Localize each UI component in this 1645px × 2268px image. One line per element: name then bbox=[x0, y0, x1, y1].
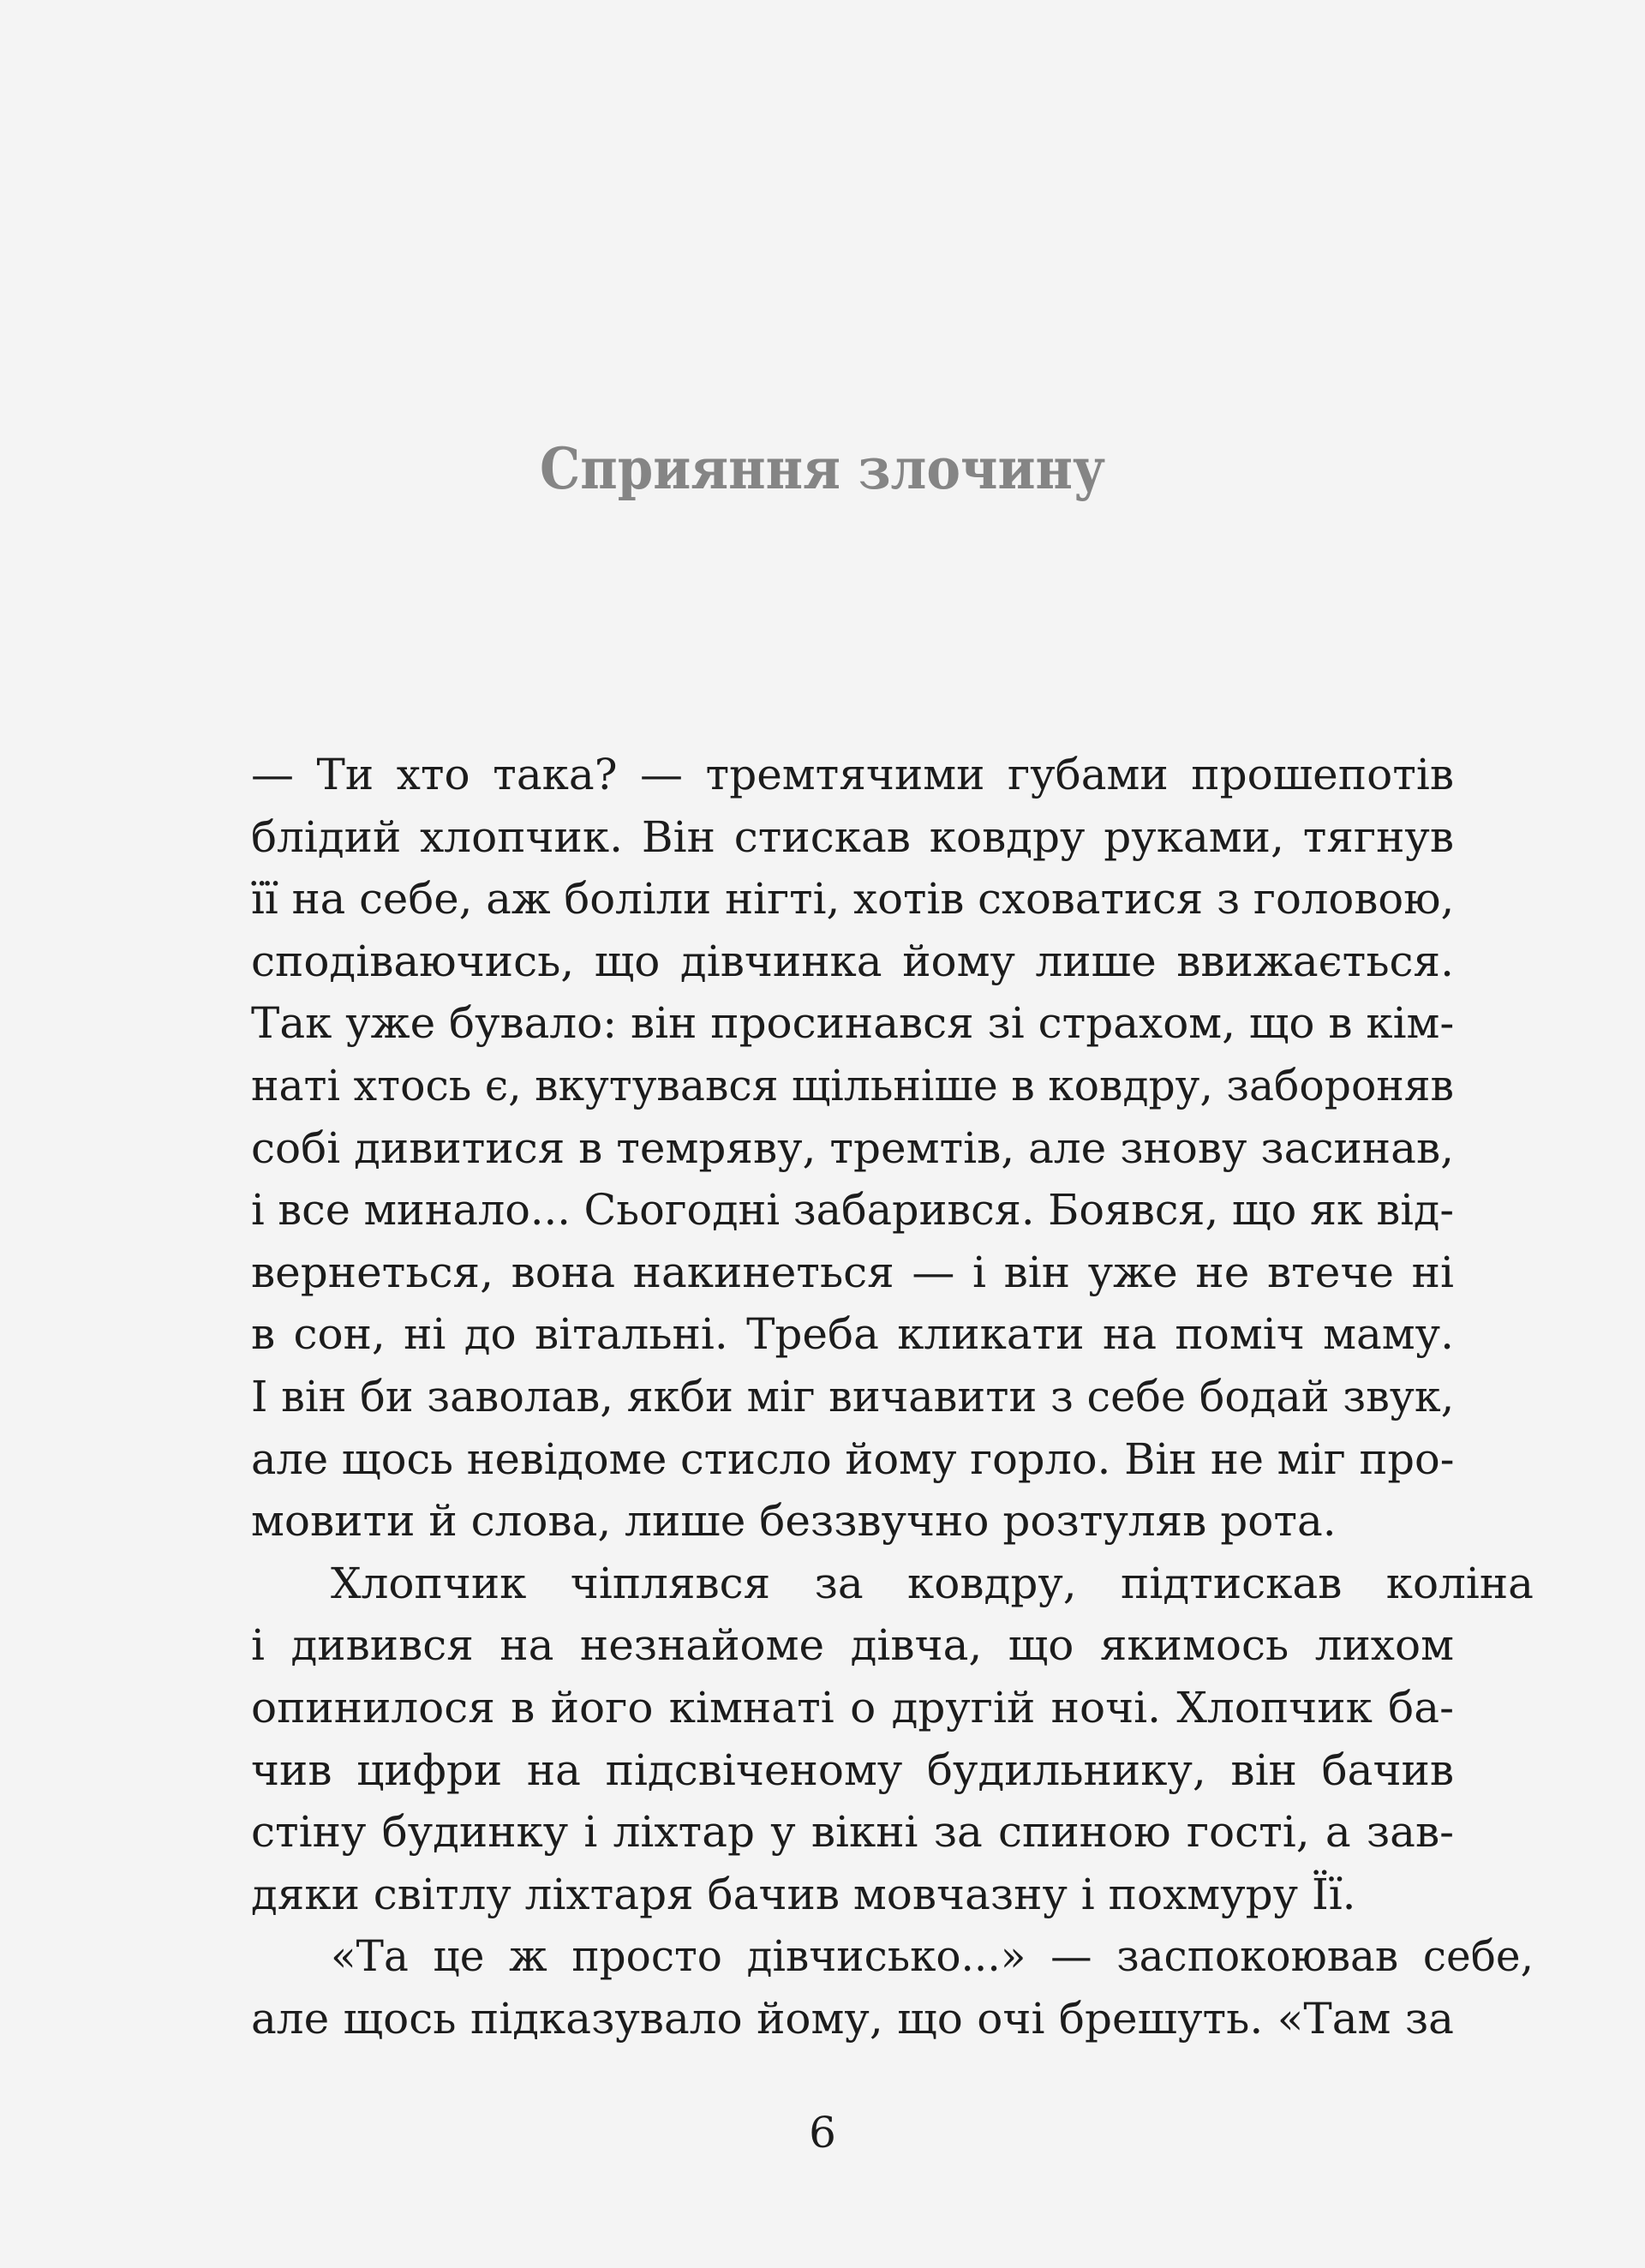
text-line: але щось підказувало йому, що очі брешуть. «Там за bbox=[251, 1993, 1454, 2044]
text-line: вернеться, вона накинеться — і він уже не втече ні bbox=[251, 1247, 1454, 1297]
text-line: але щось невідоме стисло йому горло. Він не міг про- bbox=[251, 1433, 1455, 1484]
page-number: 6 bbox=[809, 2108, 836, 2157]
chapter-title: Сприяння злочину bbox=[540, 435, 1105, 502]
text-line: в сон, ні до вітальні. Треба кликати на поміч маму. bbox=[251, 1309, 1454, 1360]
text-line: чив цифри на підсвіченому будильнику, він бачив bbox=[251, 1744, 1454, 1795]
text-line: наті хтось є, вкутувався щільніше в ковдру, забороняв bbox=[251, 1060, 1454, 1110]
text-line: собі дивитися в темряву, тремтів, але знову засинав, bbox=[251, 1122, 1454, 1173]
text-line: сподіваючись, що дівчинка йому лише ввижається. bbox=[251, 936, 1454, 986]
text-line: опинилося в його кімнаті о другій ночі. Хлопчик ба- bbox=[251, 1682, 1454, 1732]
text-line: Так уже бувало: він просинався зі страхом, що в кім- bbox=[251, 998, 1455, 1049]
text-line: Хлопчик чіплявся за ковдру, підтискав коліна bbox=[331, 1558, 1534, 1608]
text-line: — Ти хто така? — тремтячими губами прошепотів bbox=[251, 750, 1454, 799]
text-line: мовити й слова, лише беззвучно розтуляв рота. bbox=[251, 1496, 1337, 1547]
text-line: стіну будинку і ліхтар у вікні за спиною гості, а зав- bbox=[251, 1807, 1454, 1858]
text-line: її на себе, аж боліли нігті, хотів сховатися з головою, bbox=[251, 874, 1455, 925]
text-line: І він би заволав, якби міг вичавити з себе бодай звук, bbox=[251, 1371, 1455, 1421]
body-text bbox=[251, 744, 1534, 2050]
text-line: дяки світлу ліхтаря бачив мовчазну і похмуру Її. bbox=[251, 1869, 1356, 1919]
text-line: і дивився на незнайоме дівча, що якимось лихом bbox=[251, 1620, 1454, 1671]
text-line: блідий хлопчик. Він стискав ковдру руками, тягнув bbox=[251, 811, 1454, 862]
text-line: «Та це ж просто дівчисько...» — заспокоював себе, bbox=[330, 1931, 1534, 1982]
text-line: і все минало... Сьогодні забарився. Боявся, що як від- bbox=[251, 1185, 1454, 1236]
